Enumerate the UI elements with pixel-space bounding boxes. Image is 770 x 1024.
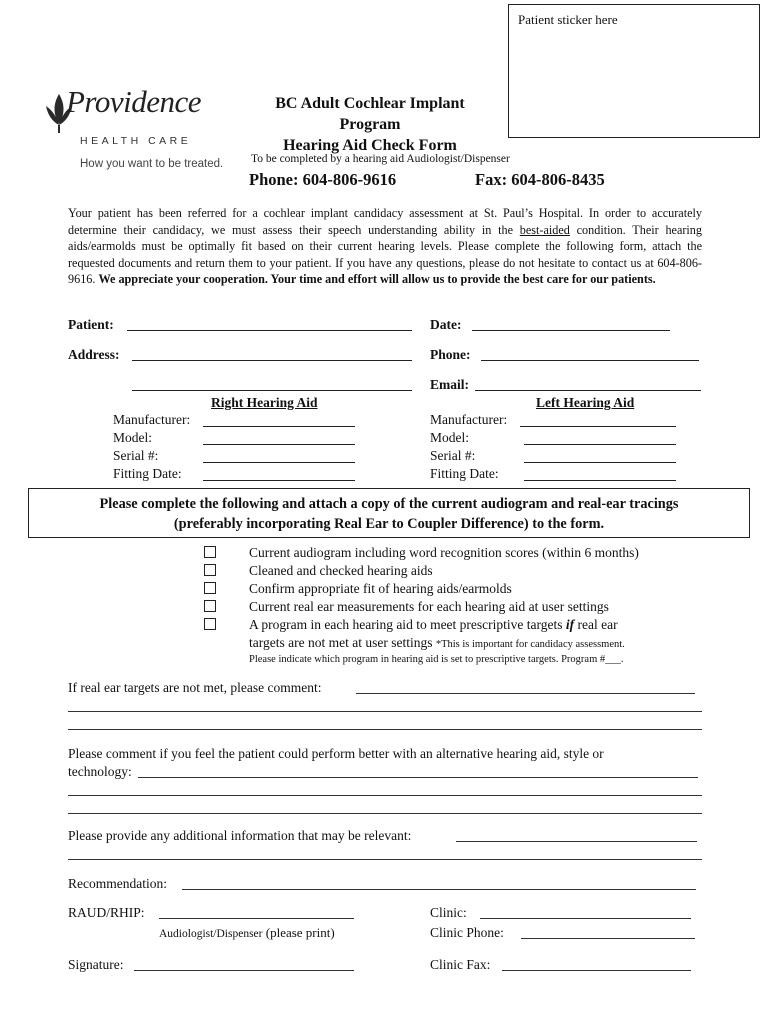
left-fitting-date-label: Fitting Date: [430, 466, 499, 481]
right-serial-field[interactable] [203, 462, 355, 463]
checkbox-fit[interactable] [204, 582, 216, 594]
real-ear-answer-line-3[interactable] [68, 729, 702, 730]
form-title [250, 93, 490, 156]
instruction-box [28, 488, 750, 538]
clinic-fax-field[interactable] [502, 970, 691, 971]
recommendation-field[interactable] [182, 889, 696, 890]
real-ear-answer-line-1[interactable] [356, 693, 695, 694]
patient-field[interactable] [127, 330, 412, 331]
checklist-item-audiogram: Current audiogram including word recognition scores (within 6 months) [249, 545, 639, 560]
program-note: *This is important for candidacy assessment. [435, 639, 625, 650]
providence-logo [44, 84, 234, 180]
alternative-answer-line-2[interactable] [68, 795, 702, 796]
checklist-item-cleaned: Cleaned and checked hearing aids [249, 563, 433, 578]
additional-info-line-2[interactable] [68, 859, 702, 860]
checkbox-program[interactable] [204, 618, 216, 630]
checkbox-cleaned[interactable] [204, 564, 216, 576]
signature-label: Signature: [68, 957, 124, 972]
date-field[interactable] [472, 330, 670, 331]
checklist-item-program-line-2 [249, 635, 625, 651]
left-manufacturer-field[interactable] [520, 426, 676, 427]
left-hearing-aid-heading: Left Hearing Aid [536, 395, 635, 410]
address-field[interactable] [132, 360, 412, 361]
logo-health-care: HEALTH CARE [80, 135, 192, 147]
email-field[interactable] [475, 390, 701, 391]
logo-wordmark: Providence [66, 84, 201, 119]
right-model-label: Model: [113, 430, 152, 445]
checklist-item-fit: Confirm appropriate fit of hearing aids/earmolds [249, 581, 512, 596]
clinic-fax-label: Clinic Fax: [430, 957, 491, 972]
header-phone: Phone: 604-806-9616 [249, 170, 397, 189]
logo-tagline: How you want to be treated. [80, 158, 224, 170]
raud-caption-dispenser: Audiologist/Dispenser [159, 928, 263, 940]
checklist-item-program [249, 617, 618, 633]
intro-paragraph [68, 205, 702, 288]
real-ear-question: If real ear targets are not met, please comment: [68, 680, 322, 695]
raud-caption [159, 925, 335, 941]
patient-sticker-box [508, 4, 760, 138]
right-model-field[interactable] [203, 444, 355, 445]
clinic-phone-label: Clinic Phone: [430, 925, 504, 940]
raud-label: RAUD/RHIP: [68, 905, 145, 920]
program-if: if [565, 617, 575, 632]
raud-field[interactable] [159, 918, 354, 919]
instruction-line-1: Please complete the following and attach a copy of the current audiogram and real-ear tracings [99, 496, 679, 512]
clinic-phone-field[interactable] [521, 938, 695, 939]
program-text-line-2: targets are not met at user settings [249, 635, 436, 650]
alternative-question: Please comment if you feel the patient could perform better with an alternative hearing aid, style or [68, 746, 604, 761]
checkbox-audiogram[interactable] [204, 546, 216, 558]
header-fax: Fax: 604-806-8435 [475, 170, 605, 189]
email-label: Email: [430, 377, 469, 392]
intro-text-2: condition. Their hearing aids/earmolds must be optimally fit based on their current hearing levels. Please complete the following form, attach the requested documents and return them to your patient. If you have any questions, please do not hesitate to contact us at 604-806-9616. [68, 222, 702, 287]
right-manufacturer-field[interactable] [203, 426, 355, 427]
real-ear-answer-line-2[interactable] [68, 711, 702, 712]
address-label: Address: [68, 347, 120, 362]
recommendation-label: Recommendation: [68, 876, 167, 891]
additional-info-line-1[interactable] [456, 841, 697, 842]
right-hearing-aid-heading: Right Hearing Aid [211, 395, 318, 410]
checklist-item-real-ear: Current real ear measurements for each hearing aid at user settings [249, 599, 609, 614]
program-text-a: A program in each hearing aid to meet prescriptive targets [249, 617, 566, 632]
title-line-1: BC Adult Cochlear Implant [275, 95, 465, 112]
left-fitting-date-field[interactable] [524, 480, 676, 481]
patient-label: Patient: [68, 317, 114, 332]
form-subtitle: To be completed by a hearing aid Audiologist/Dispenser [251, 153, 510, 165]
alternative-answer-line-1[interactable] [138, 777, 698, 778]
phone-label: Phone: [430, 347, 471, 362]
right-fitting-date-label: Fitting Date: [113, 466, 182, 481]
signature-field[interactable] [134, 970, 354, 971]
right-serial-label: Serial #: [113, 448, 159, 463]
raud-caption-print: (please print) [262, 925, 335, 940]
alternative-question-line-2: technology: [68, 764, 132, 779]
instruction-line-2: (preferably incorporating Real Ear to Coupler Difference) to the form. [173, 516, 605, 532]
phone-field[interactable] [481, 360, 699, 361]
program-text-b: real ear [574, 617, 618, 632]
left-model-label: Model: [430, 430, 469, 445]
additional-info-question: Please provide any additional information that may be relevant: [68, 828, 412, 843]
left-serial-label: Serial #: [430, 448, 476, 463]
checklist-item-program-line-3: Please indicate which program in hearing aid is set to prescriptive targets. Program #___. [249, 654, 624, 665]
title-line-2: Program [339, 116, 401, 133]
clinic-field[interactable] [480, 918, 691, 919]
title-line-3: Hearing Aid Check Form [283, 137, 457, 154]
intro-bold-text: We appreciate your cooperation. Your time and effort will allow us to provide the best care for our patients. [98, 272, 656, 287]
intro-best-aided: best-aided [519, 222, 570, 237]
date-label: Date: [430, 317, 462, 332]
alternative-answer-line-3[interactable] [68, 813, 702, 814]
right-fitting-date-field[interactable] [203, 480, 355, 481]
left-serial-field[interactable] [524, 462, 676, 463]
clinic-label: Clinic: [430, 905, 467, 920]
left-manufacturer-label: Manufacturer: [430, 412, 508, 427]
sticker-label: Patient sticker here [518, 12, 618, 27]
intro-text-1: Your patient has been referred for a cochlear implant candidacy assessment at St. Paul’s Hospital. In order to accurately determine their candidacy, we must assess their speech understanding ability in the [68, 206, 702, 237]
address-field-line-2[interactable] [132, 390, 412, 391]
checkbox-real-ear[interactable] [204, 600, 216, 612]
left-model-field[interactable] [524, 444, 676, 445]
right-manufacturer-label: Manufacturer: [113, 412, 191, 427]
